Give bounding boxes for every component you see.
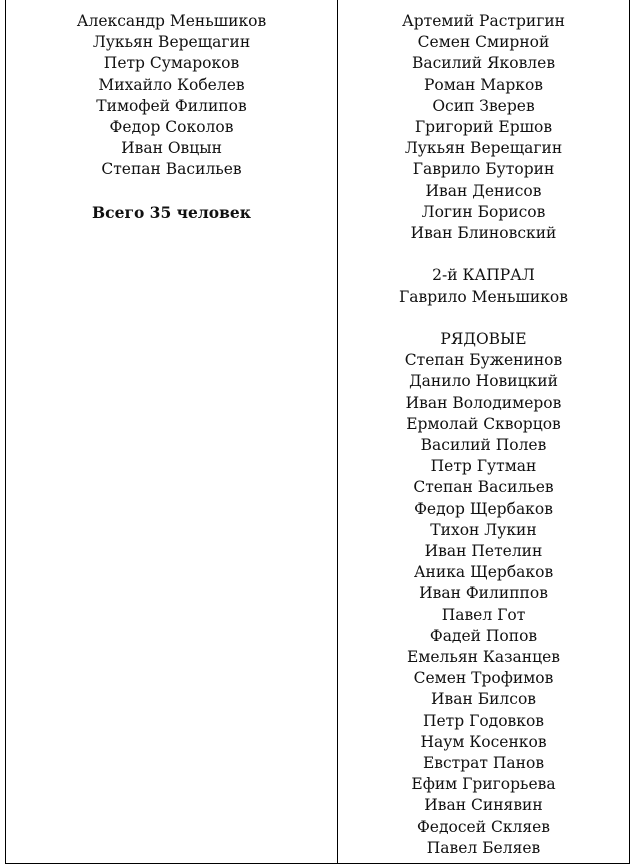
name-line: Федосей Скляев (416, 817, 551, 836)
name-line: Иван Петелин (424, 542, 543, 561)
name-line: Степан Васильев (413, 478, 554, 497)
name-line: Иван Филиппов (419, 584, 548, 603)
name-line: Александр Меньшиков (76, 12, 267, 30)
left-name-list (6, 11, 337, 181)
name-line: Данило Новицкий (409, 372, 558, 391)
name-line: Григорий Ершов (414, 118, 553, 137)
name-line: Иван Блиновский (410, 224, 557, 243)
name-line: Василий Яковлев (411, 54, 556, 73)
name-line: Роман Марков (423, 75, 544, 94)
name-line: Артемий Растригин (401, 12, 565, 30)
name-line: Осип Зверев (432, 96, 535, 115)
roster-table (5, 0, 630, 864)
spacer (6, 181, 337, 202)
name-line: Евстрат Панов (422, 754, 545, 773)
name-line: Федор Соколов (109, 118, 234, 137)
name-line: Гаврило Буторин (412, 160, 555, 179)
name-line: Иван Синявин (424, 796, 543, 815)
name-line: Семен Трофимов (413, 669, 554, 688)
section-heading-ryadovye: РЯДОВЫЕ (440, 330, 527, 349)
name-line: Тимофей Филипов (96, 96, 247, 115)
name-line: Василий Полев (420, 436, 547, 455)
ryadovye-section (338, 329, 629, 859)
total-count: Всего 35 человек (92, 202, 251, 222)
name-line: Иван Денисов (425, 181, 542, 200)
name-line: Логин Борисов (421, 202, 546, 221)
name-line: Аника Щербаков (413, 563, 554, 582)
name-line: Павел Гот (441, 605, 526, 624)
right-column (338, 0, 629, 863)
name-line: Петр Сумароков (103, 54, 240, 73)
name-line: Павел Беляев (426, 838, 541, 857)
left-column (6, 0, 338, 863)
name-line: Иван Володимеров (405, 393, 562, 412)
name-line: Степан Буженинов (404, 351, 563, 370)
name-line: Емельян Казанцев (407, 648, 560, 667)
name-line: Лукьян Верещагин (404, 139, 563, 158)
name-line: Михайло Кобелев (98, 75, 245, 94)
name-line: Иван Билсов (430, 690, 537, 709)
name-line: Степан Васильев (101, 160, 242, 179)
name-line: Лукьян Верещагин (92, 33, 251, 52)
name-line: Семен Смирной (417, 33, 550, 52)
name-line: Гаврило Меньшиков (399, 287, 568, 306)
name-line: Ермолай Скворцов (406, 414, 561, 433)
right-name-list (338, 11, 629, 244)
section-heading-kapral: 2-й КАПРАЛ (432, 266, 535, 285)
name-line: Федор Щербаков (414, 499, 553, 518)
spacer (338, 308, 629, 329)
name-line: Наум Косенков (420, 732, 547, 751)
name-line: Ефим Григорьева (411, 775, 556, 794)
kapral-section (338, 265, 629, 307)
name-line: Фадей Попов (429, 626, 538, 645)
name-line: Петр Гутман (430, 457, 537, 476)
name-line: Иван Овцын (121, 139, 222, 158)
spacer (338, 244, 629, 265)
name-line: Тихон Лукин (430, 520, 537, 539)
name-line: Петр Годовков (422, 711, 545, 730)
